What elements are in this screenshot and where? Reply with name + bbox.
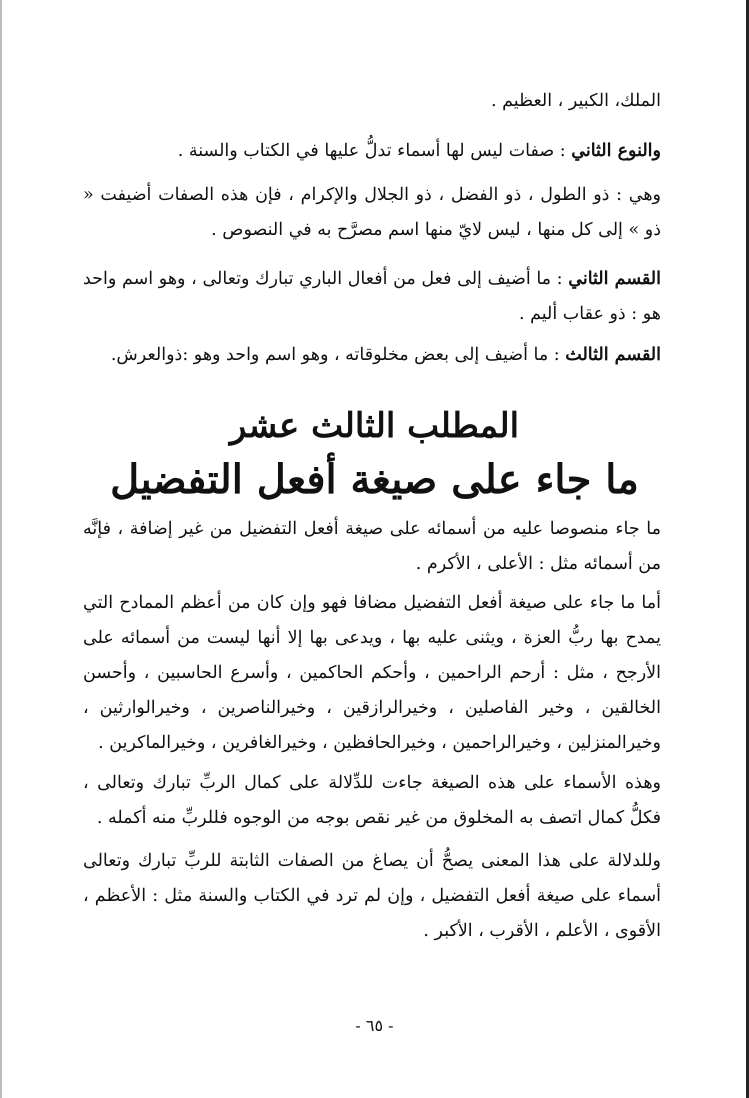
paragraph-2-label: والنوع الثاني [571, 141, 661, 161]
page-edge-left [0, 0, 2, 1098]
section-title: المطلب الثالث عشر [229, 406, 520, 446]
section-subtitle: ما جاء على صيغة أفعل التفضيل [110, 456, 639, 503]
paragraph-3: وهي : ذو الطول ، ذو الفضل ، ذو الجلال والإكرام ، فإن هذه الصفات أضيفت « ذو » إلى كل منها ، ليس لايّ منها اسم مصرَّح به في النصوص . [83, 185, 661, 240]
paragraph-4 [83, 262, 661, 332]
paragraph-2-text: : صفات ليس لها أسماء تدلُّ عليها في الكتاب والسنة . [177, 141, 572, 161]
paragraph-4-label: القسم الثاني [568, 269, 661, 289]
paragraph-6: ما جاء منصوصا عليه من أسمائه على صيغة أفعل التفضيل من غير إضافة ، فإنَّه من أسمائه مثل : الأعلى ، الأكرم . [83, 519, 661, 574]
paragraph-5-text: : ما أضيف إلى بعض مخلوقاته ، وهو اسم واحد وهو :ذوالعرش. [110, 345, 566, 365]
paragraph-9: وللدلالة على هذا المعنى يصحُّ أن يصاغ من الصفات الثابتة للربِّ تبارك وتعالى أسماء على صيغة أفعل التفضيل ، وإن لم ترد في الكتاب والسنة مثل : الأعظم ، الأقوى ، الأعلم ، الأقرب ، الأكبر . [83, 851, 661, 941]
paragraph-7: أما ما جاء على صيغة أفعل التفضيل مضافا فهو وإن كان من أعظم الممادح التي يمدح بها ربُّ العزة ، ويثنى عليه بها ، ويدعى بها إلا أنها ليست من أسمائه على الأرجح ، مثل : أرحم الراحمين ، وأحكم الحاكمين ، وأسرع الحاسبين ، وأحسن الخالقين ، وخير الفاصلين ، وخيرالرازقين ، وخيرالناصرين ، وخيرالوارثين ، وخيرالمنزلين ، وخيرالراحمين ، وخيرالحافظين ، وخيرالغافرين ، وخيرالماكرين . [83, 593, 661, 753]
paragraph-5 [83, 338, 661, 373]
page-number: - ٦٥ - [355, 1016, 394, 1035]
paragraph-4-text: : ما أضيف إلى فعل من أفعال الباري تبارك وتعالى ، وهو اسم واحد هو : ذو عقاب أليم . [83, 269, 661, 324]
paragraph-1: الملك، الكبير ، العظيم . [491, 91, 661, 111]
paragraph-5-label: القسم الثالث [565, 345, 661, 365]
paragraph-8: وهذه الأسماء على هذه الصيغة جاءت للدِّلالة على كمال الربِّ تبارك وتعالى ، فكلُّ كمال اتصف به المخلوق من غير نقص بوجه من الوجوه فللربِّ منه أكمله . [83, 773, 661, 828]
paragraph-2 [83, 134, 661, 169]
